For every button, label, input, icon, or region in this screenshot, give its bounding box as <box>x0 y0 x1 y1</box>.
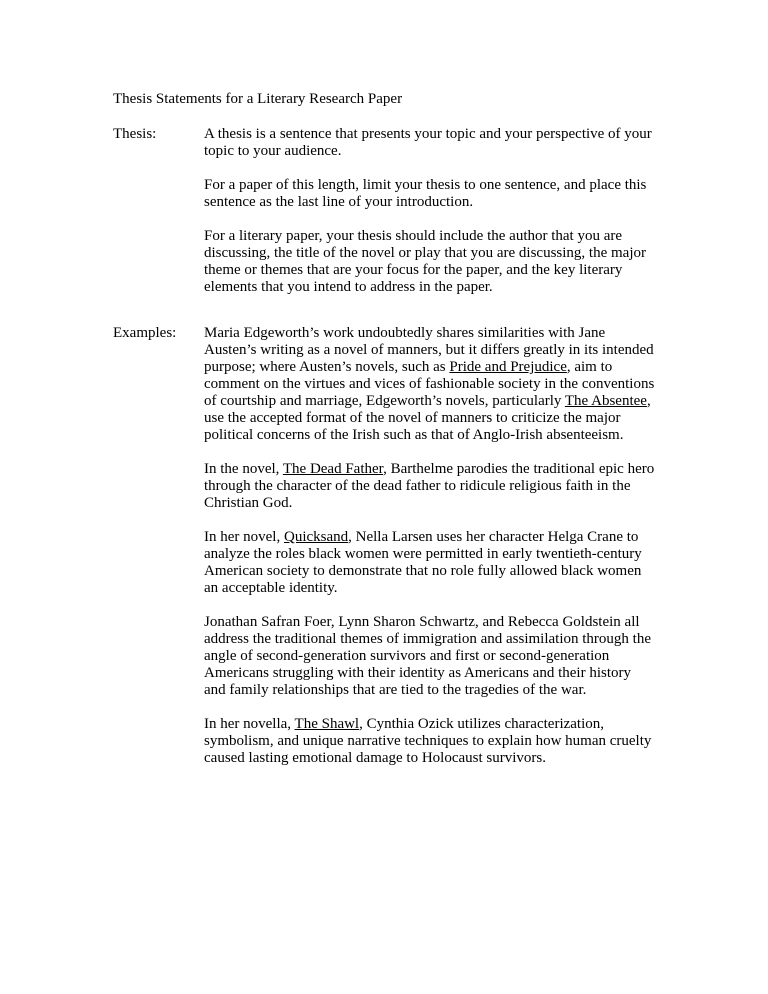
book-title-underlined: Quicksand <box>283 529 349 545</box>
sections-container <box>113 126 655 784</box>
section <box>113 325 655 784</box>
document-title: Thesis Statements for a Literary Research Paper <box>113 91 403 107</box>
paragraph <box>204 325 655 444</box>
text-run: For a paper of this length, limit your thesis to one sentence, and place this sentence as the last line of your introduction. <box>204 177 647 210</box>
text-run: , use the accepted format of the novel of manners to criticize the major political concerns of the Irish such as that of Anglo-Irish absenteeism. <box>204 393 651 443</box>
text-run: , Nella Larsen uses her character Helga Crane to analyze the roles black women were permitted in early twentieth-century American society to demonstrate that no role fully allowed black women an acceptable identity. <box>204 529 642 596</box>
text-run: , Barthelme parodies the traditional epic hero through the character of the dead father to ridicule religious faith in the Christian God. <box>204 461 655 511</box>
text-run: , Cynthia Ozick utilizes characterization, symbolism, and unique narrative techniques to explain how human cruelty caused lasting emotional damage to Holocaust survivors. <box>204 716 652 766</box>
paragraph <box>204 126 655 160</box>
text-run: In her novella, <box>204 716 295 732</box>
book-title-underlined: Pride and Prejudice <box>449 359 567 375</box>
paragraph <box>204 716 655 767</box>
text-run: For a literary paper, your thesis should include the author that you are discussing, the title of the novel or play that you are discussing, the major theme or themes that are your focus for the paper, and the key literary elements that you intend to address in the paper. <box>204 228 646 295</box>
paragraph <box>204 461 655 512</box>
text-run: Jonathan Safran Foer, Lynn Sharon Schwartz, and Rebecca Goldstein all address the traditional themes of immigration and assimilation through the angle of second-generation survivors and first or second-generation Americans struggling with their identity as Americans and their history and family relationships that are tied to the tragedies of the war. <box>204 614 651 698</box>
paragraph <box>204 614 655 699</box>
text-run: , aim to comment on the virtues and vices of fashionable society in the conventions of courtship and marriage, Edgeworth’s novels, particularly <box>204 359 655 409</box>
section-label: Examples: <box>113 325 177 341</box>
section <box>113 126 655 313</box>
section-label: Thesis: <box>113 126 157 142</box>
paragraph <box>204 228 655 296</box>
text-run: In the novel, <box>204 461 283 477</box>
paragraph <box>204 177 655 211</box>
section-body <box>204 325 655 784</box>
book-title-underlined: The Absentee <box>564 393 647 409</box>
paragraph <box>204 529 655 597</box>
text-run: Maria Edgeworth’s work undoubtedly shares similarities with Jane Austen’s writing as a novel of manners, but it differs greatly in its intended purpose; where Austen’s novels, such as <box>204 325 654 375</box>
text-run: A thesis is a sentence that presents your topic and your perspective of your topic to your audience. <box>204 126 652 159</box>
text-run: In her novel, <box>204 529 284 545</box>
book-title-underlined: The Shawl <box>294 716 360 732</box>
book-title-underlined: The Dead Father <box>282 461 384 477</box>
section-body <box>204 126 655 313</box>
